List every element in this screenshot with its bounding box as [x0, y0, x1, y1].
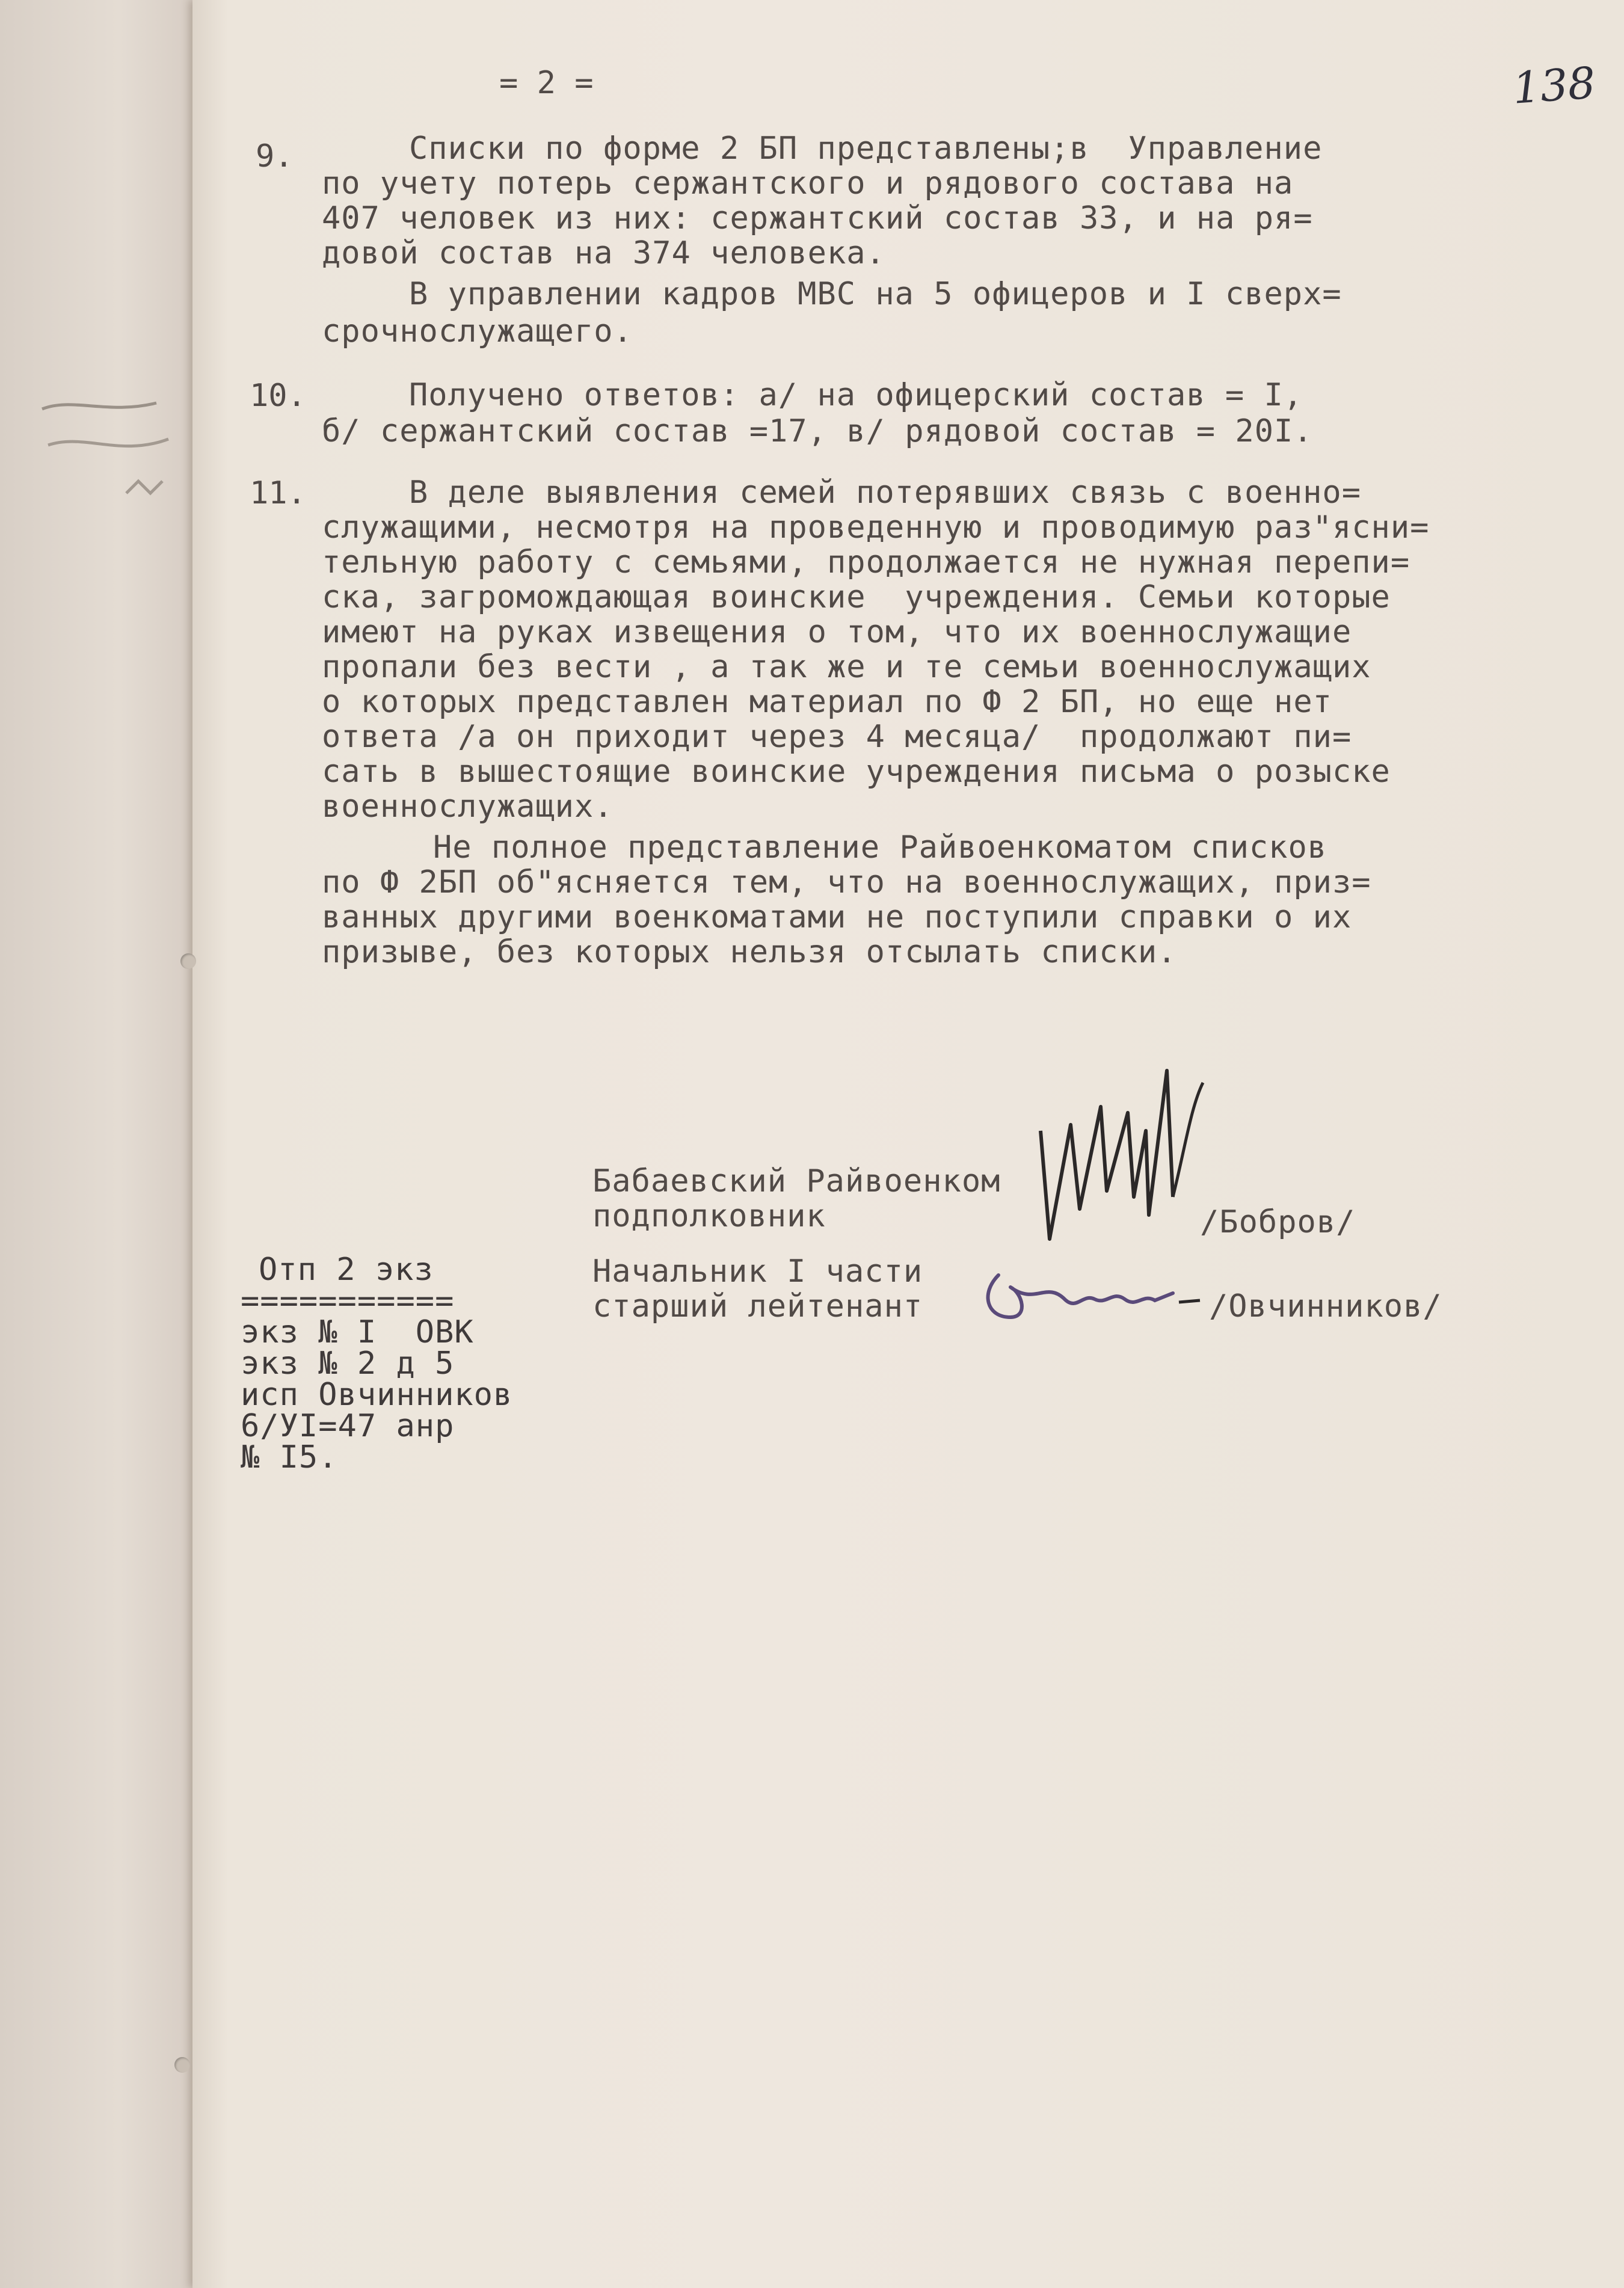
distribution-line: ===========	[241, 1283, 455, 1319]
item-number: 9.	[256, 138, 294, 174]
item-number: 11.	[250, 475, 306, 511]
item-11-line: служащими, несмотря на проведенную и проводимую раз"ясни=	[322, 509, 1430, 546]
folio-number: 138	[1511, 57, 1598, 114]
distribution-line: исп Овчинников	[241, 1377, 513, 1413]
item-9-line: по учету потерь сержантского и рядового состава на	[322, 165, 1294, 201]
facing-page-marks	[36, 391, 180, 523]
item-11-line: тельную работу с семьями, продолжается не нужная перепи=	[322, 544, 1410, 580]
item-11-line: В деле выявления семей потерявших связь с военно=	[409, 475, 1362, 511]
item-11-line: ска, загромождающая воинские учреждения. Семьи которые	[322, 579, 1391, 615]
item-11-line: пропали без вести , а так же и те семьи военнослужащих	[322, 649, 1371, 685]
distribution-line: 6/УI=47 анр	[241, 1408, 455, 1444]
distribution-line: экз № 2 д 5	[241, 1345, 455, 1382]
item-11-line: имеют на руках извещения о том, что их военнослужащие	[322, 614, 1352, 650]
item-9-line: 407 человек из них: сержантский состав 33, и на ря=	[322, 200, 1313, 236]
binding-hole	[180, 953, 196, 969]
item-11-paragraph2-line: призыве, без которых нельзя отсылать списки.	[322, 934, 1177, 970]
item-9-sub-line: В управлении кадров МВС на 5 офицеров и I сверх=	[409, 276, 1342, 312]
binding-hole	[174, 2057, 190, 2073]
item-number: 10.	[250, 378, 306, 414]
item-11-line: ответа /а он приходит через 4 месяца/ продолжают пи=	[322, 719, 1352, 755]
distribution-line: экз № I ОВК	[241, 1314, 474, 1350]
item-9-sub-line: срочнослужащего.	[322, 313, 633, 349]
signatory-2-name: /Овчинников/	[1209, 1288, 1442, 1324]
signatory-1-rank: подполковник	[592, 1198, 826, 1234]
facing-page	[0, 0, 198, 2288]
item-11-line: о которых представлен материал по Ф 2 БП, но еще нет	[322, 684, 1332, 720]
item-11-paragraph2-line: по Ф 2БП об"ясняется тем, что на военнослужащих, приз=	[322, 864, 1371, 900]
signatory-2-title: Начальник I части	[592, 1253, 923, 1290]
item-11-paragraph2-line: ванных другими военкоматами не поступили справки о их	[322, 899, 1352, 935]
item-11-paragraph2-line: Не полное представление Райвоенкоматом списков	[433, 829, 1327, 866]
item-11-line: военнослужащих.	[322, 789, 614, 825]
signatory-2-rank: старший лейтенант	[592, 1288, 923, 1324]
item-9-line: довой состав на 374 человека.	[322, 235, 885, 271]
item-11-line: сать в вышестоящие воинские учреждения письма о розыске	[322, 754, 1391, 790]
item-9-line: Списки по форме 2 БП представлены;в Управление	[409, 131, 1323, 167]
page-number: = 2 =	[499, 65, 594, 101]
item-10-line: Получено ответов: а/ на офицерский состав = I,	[409, 377, 1303, 413]
signature-ovchinnikov	[974, 1257, 1203, 1335]
signatory-1-title: Бабаевский Райвоенком	[592, 1163, 1001, 1199]
signature-bobrov	[1023, 1059, 1227, 1257]
signatory-1-name: /Бобров/	[1200, 1204, 1356, 1240]
distribution-line: Отп 2 экз	[259, 1252, 434, 1288]
item-10-line: б/ сержантский состав =17, в/ рядовой состав = 20I.	[322, 413, 1313, 449]
distribution-line: № I5.	[241, 1439, 338, 1475]
